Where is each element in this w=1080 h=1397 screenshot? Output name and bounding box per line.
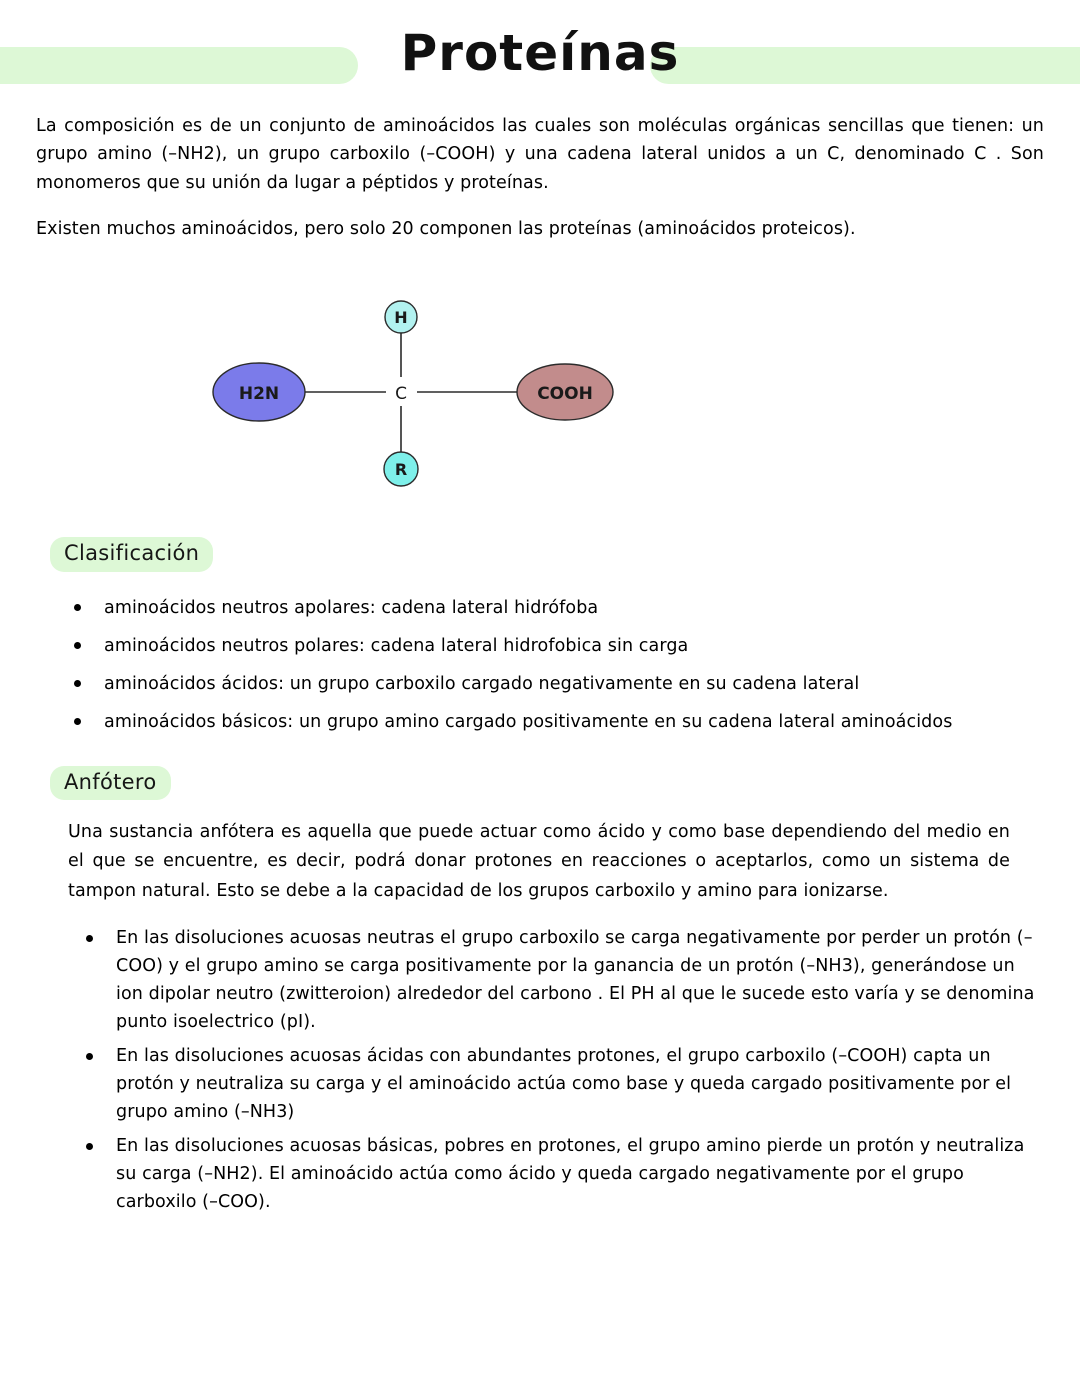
list-item: aminoácidos neutros apolares: cadena lateral hidrófoba [66, 594, 1044, 622]
node-radical-label: R [394, 460, 408, 480]
list-item: En las disoluciones acuosas neutras el grupo carboxilo se carga negativamente por perder un protón (–COO) y el grupo amino se carga positivamente por la ganancia de un protón (–NH3), generándose un ion dipolar neutro (zwitteroion) alrededor del carbono . El PH al que le sucede esto varía y se denomina punto isoelectrico (pI). [78, 924, 1044, 1036]
node-amino-label: H2N [238, 384, 280, 405]
section-heading-clasificacion: Clasificación [50, 537, 213, 571]
amino-acid-diagram [36, 281, 1044, 511]
node-hydrogen-label: H [394, 308, 408, 328]
node-carboxyl-label: COOH [537, 384, 593, 405]
list-item: aminoácidos neutros polares: cadena lateral hidrofobica sin carga [66, 632, 1044, 660]
list-item: En las disoluciones acuosas básicas, pobres en protones, el grupo amino pierde un protón y neutraliza su carga (–NH2). El aminoácido actúa como ácido y queda cargado negativamente por el grupo carboxilo (–COO). [78, 1132, 1044, 1216]
list-item: aminoácidos ácidos: un grupo carboxilo cargado negativamente en su cadena lateral [66, 670, 1044, 698]
document-content [0, 112, 1080, 1216]
list-item: aminoácidos básicos: un grupo amino cargado positivamente en su cadena lateral aminoácidos [66, 708, 1044, 736]
intro-paragraph-2: Existen muchos aminoácidos, pero solo 20 componen las proteínas (aminoácidos proteicos). [36, 219, 856, 240]
clasificacion-bullet-list [36, 594, 1044, 736]
anfotero-bullet-list [36, 924, 1044, 1216]
intro-paragraph-1: La composición es de un conjunto de aminoácidos las cuales son moléculas orgánicas sencillas que tienen: un grupo amino (–NH2), un grupo carboxilo (–COOH) y una cadena lateral unidos a un C, denominado C . Son monomeros que su unión da lugar a péptidos y proteínas. [36, 116, 1044, 193]
page-title: Proteínas [400, 24, 680, 82]
section-anfotero-header-row [36, 766, 1044, 800]
node-central-carbon-label: C [395, 384, 407, 405]
anfotero-paragraph: Una sustancia anfótera es aquella que puede actuar como ácido y como base dependiendo del medio en el que se encuentre, es decir, podrá donar protones en reacciones o aceptarlos, como un sistema de tampon natural. Esto se debe a la capacidad de los grupos carboxilo y amino para ionizarse. [68, 821, 1010, 901]
title-block [0, 0, 1080, 112]
section-clasificacion-header-row [36, 537, 1044, 571]
amino-acid-structure-svg [186, 281, 646, 511]
list-item: En las disoluciones acuosas ácidas con abundantes protones, el grupo carboxilo (–COOH) capta un protón y neutraliza su carga y el aminoácido actúa como base y queda cargado positivamente por el grupo amino (–NH3) [78, 1042, 1044, 1126]
section-heading-anfotero: Anfótero [50, 766, 171, 800]
